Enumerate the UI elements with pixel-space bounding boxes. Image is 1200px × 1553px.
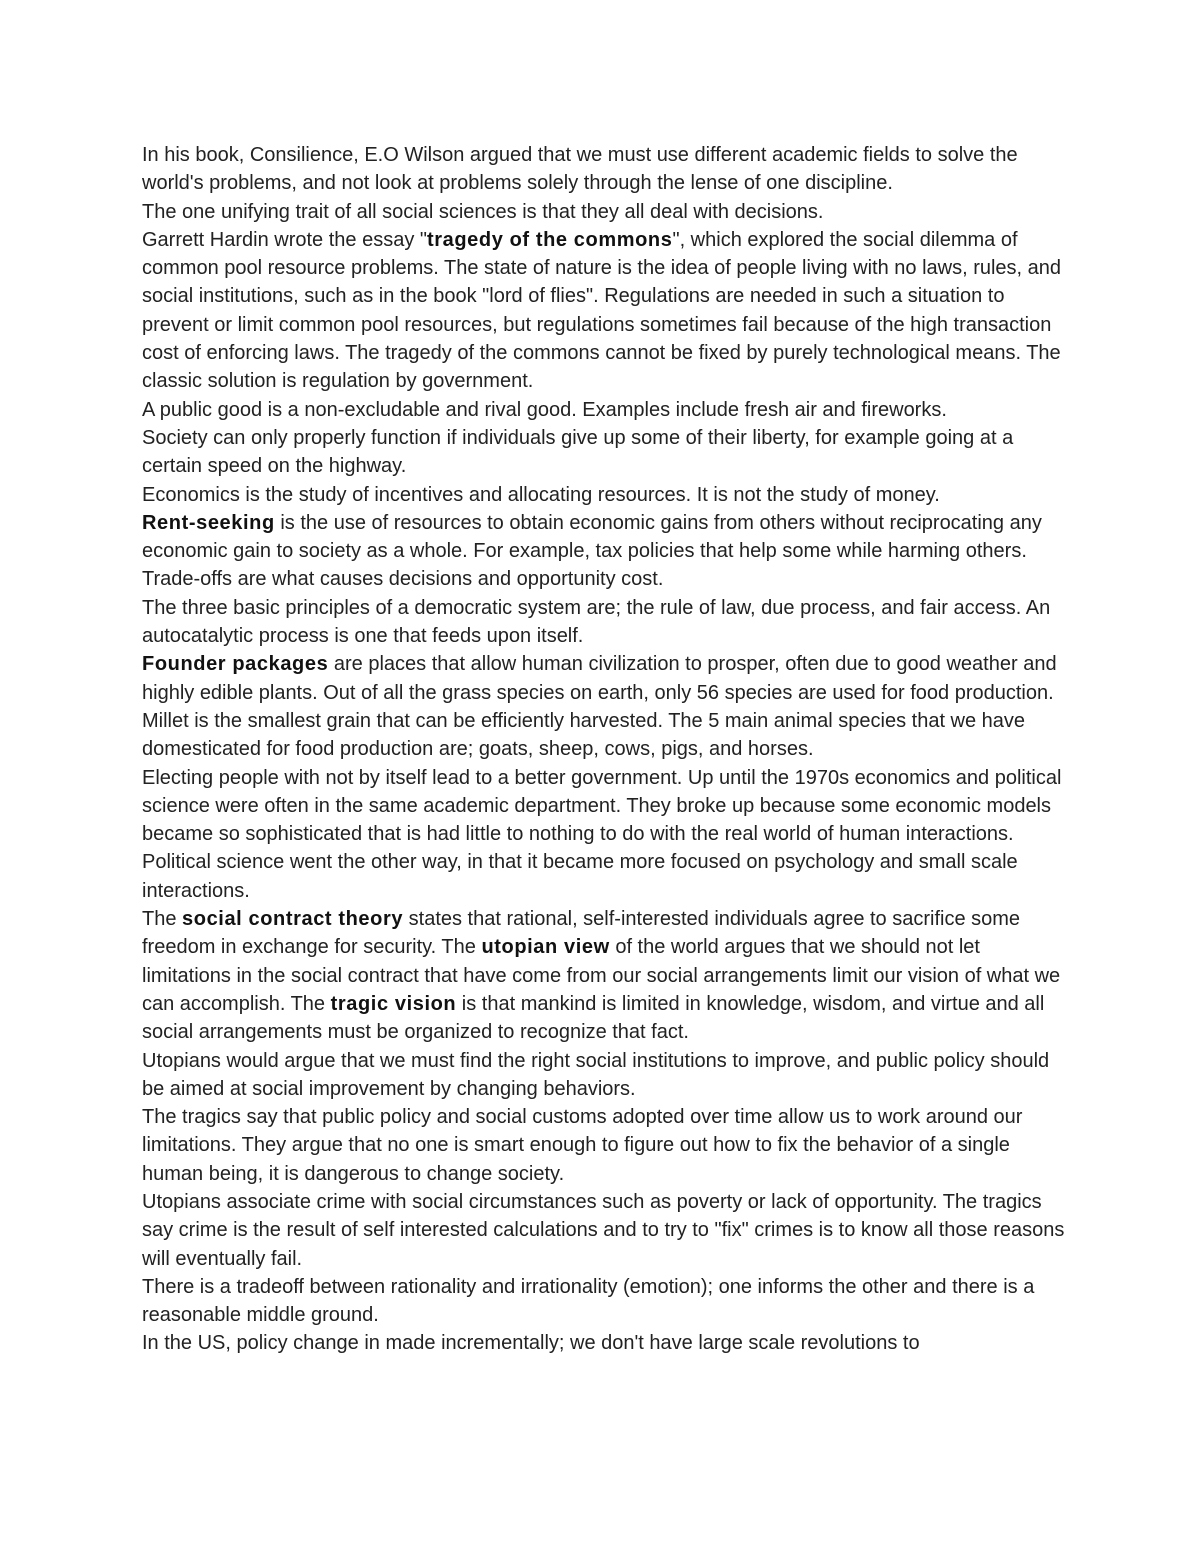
paragraph [142, 764, 1072, 905]
text-run: A public good is a non-excludable and rival good. Examples include fresh air and fireworks. [142, 398, 947, 421]
bold-term: utopian view [481, 936, 610, 959]
text-run: is that mankind is limited in knowledge, wisdom, and virtue and all social arrangements must be organized to recognize that fact. [142, 992, 1045, 1044]
text-run: are places that allow human civilization to prosper, often due to good weather and highly edible plants. Out of all the grass species on earth, only 56 species are used for food production. Millet is the smallest grain that can be efficiently harvested. The 5 main animal species that we have domesticated for food production are; goats, sheep, cows, pigs, and horses. [142, 653, 1057, 761]
text-run: Electing people with not by itself lead to a better government. Up until the 1970s economics and political science were often in the same academic department. They broke up because some economic models became so sophisticated that is had little to nothing to do with the real world of human interactions. Political science went the other way, in that it became more focused on psychology and small scale interactions. [142, 766, 1062, 902]
text-run: Utopians would argue that we must find the right social institutions to improve, and public policy should be aimed at social improvement by changing behaviors. [142, 1049, 1050, 1100]
text-run: The [142, 908, 183, 931]
bold-term: tragedy of the commons [427, 228, 673, 251]
bold-term: Rent-seeking [142, 511, 275, 534]
text-run: of the world argues that we should not let limitations in the social contract that have come from our social arrangements limit our vision of what we can accomplish. The [142, 936, 1061, 1015]
paragraph [142, 481, 1072, 509]
paragraph [142, 198, 1072, 226]
text-run: ", which explored the social dilemma of common pool resource problems. The state of nature is the idea of people living with no laws, rules, and social institutions, such as in the book "lord of flies". Regulations are needed in such a situation to prevent or limit common pool resources, but regulations sometimes fail because of the high transaction cost of enforcing laws. The tragedy of the commons cannot be fixed by purely technological means. The classic solution is regulation by government. [142, 228, 1062, 393]
text-run: states that rational, self-interested individuals agree to sacrifice some freedom in exchange for security. The [142, 908, 1021, 959]
bold-term: tragic vision [330, 992, 457, 1015]
text-run: The one unifying trait of all social sciences is that they all deal with decisions. [142, 200, 824, 223]
paragraph [142, 396, 1072, 424]
text-run: is the use of resources to obtain economic gains from others without reciprocating any economic gain to society as a whole. For example, tax policies that help some while harming others. Trade-offs are what causes decisions and opportunity cost. [142, 511, 1042, 591]
paragraph [142, 1103, 1072, 1188]
bold-term: Founder packages [142, 653, 329, 676]
text-run: Utopians associate crime with social circumstances such as poverty or lack of opportunity. The tragics say crime is the result of self interested calculations and to try to "fix" crimes is to know all those reasons will eventually fail. [142, 1190, 1065, 1270]
text-run: There is a tradeoff between rationality and irrationality (emotion); one informs the other and there is a reasonable middle ground. [142, 1275, 1035, 1327]
document-body [142, 141, 1072, 1358]
paragraph [142, 141, 1072, 198]
paragraph [142, 650, 1072, 763]
paragraph [142, 509, 1072, 594]
paragraph [142, 1273, 1072, 1330]
text-run: The tragics say that public policy and social customs adopted over time allow us to work around our limitations. They argue that no one is smart enough to figure out how to fix the behavior of a single human being, it is dangerous to change society. [142, 1106, 1023, 1185]
paragraph [142, 594, 1072, 651]
paragraph [142, 905, 1072, 1046]
text-run: In his book, Consilience, E.O Wilson argued that we must use different academic fields to solve the world's problems, and not look at problems solely through the lense of one discipline. [142, 144, 1018, 195]
paragraph [142, 1188, 1072, 1273]
text-run: The three basic principles of a democratic system are; the rule of law, due process, and fair access. An autocatalytic process is one that feeds upon itself. [142, 596, 1051, 648]
paragraph [142, 226, 1072, 396]
paragraph [142, 1047, 1072, 1104]
text-run: Society can only properly function if individuals give up some of their liberty, for example going at a certain speed on the highway. [142, 426, 1014, 478]
paragraph [142, 1329, 1072, 1357]
bold-term: social contract theory [182, 908, 404, 931]
paragraph [142, 424, 1072, 481]
text-run: Economics is the study of incentives and allocating resources. It is not the study of money. [142, 483, 940, 506]
text-run: In the US, policy change in made incrementally; we don't have large scale revolutions to [142, 1332, 920, 1355]
text-run: Garrett Hardin wrote the essay " [142, 228, 427, 251]
